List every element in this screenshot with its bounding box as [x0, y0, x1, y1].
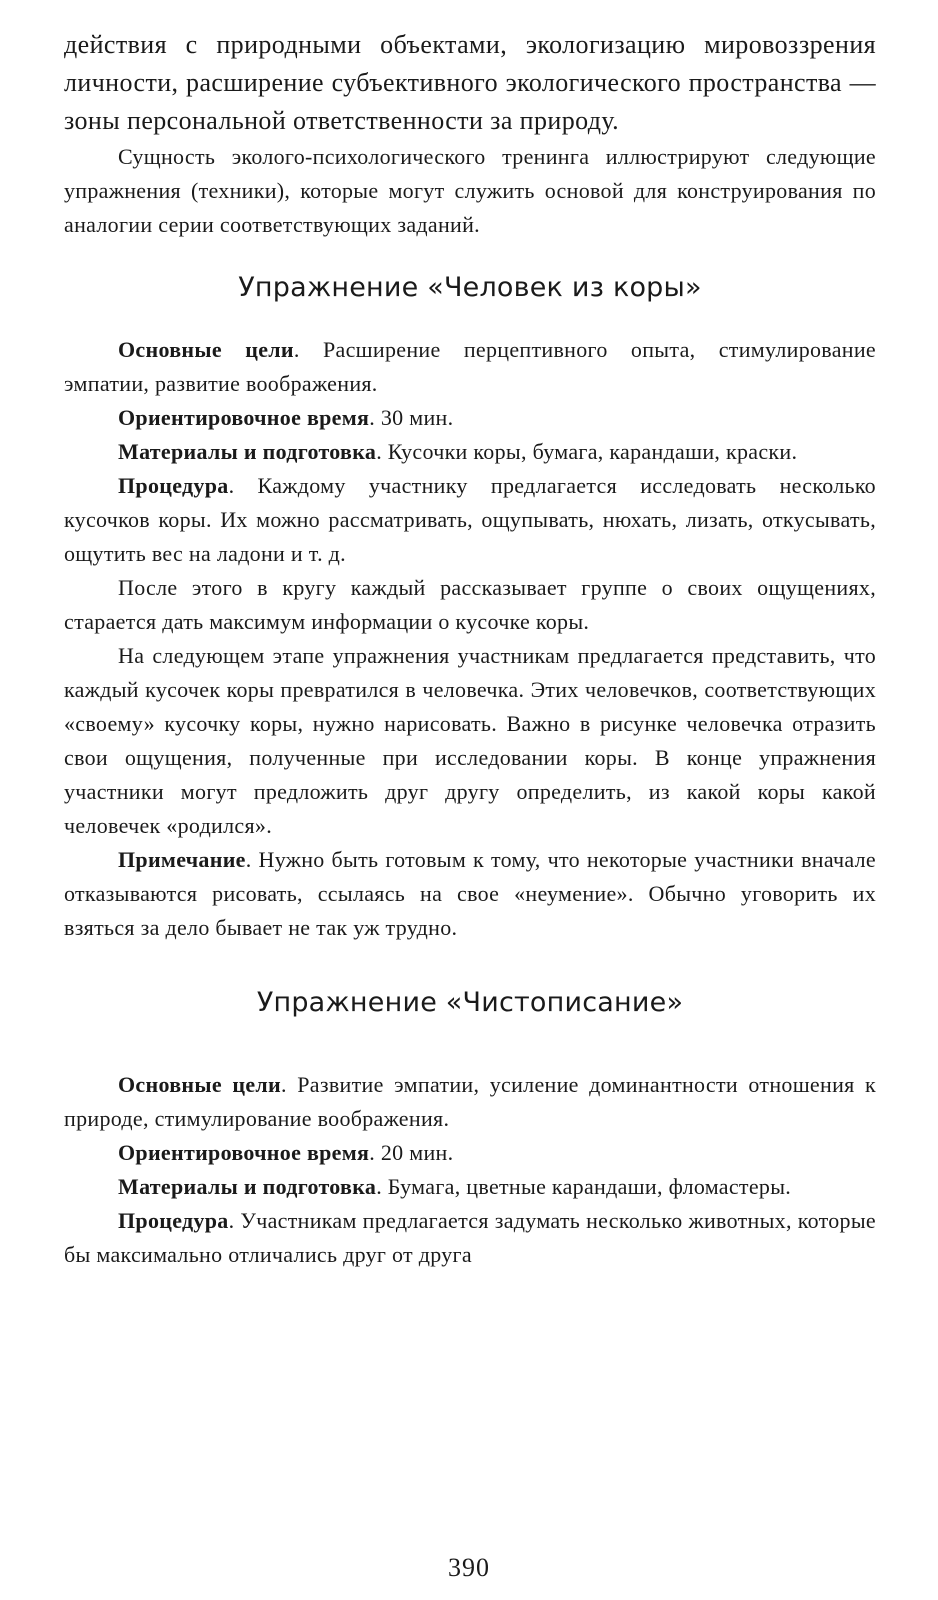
exercise1-goals	[64, 333, 876, 401]
exercise2-goals-label: Основные цели	[118, 1072, 282, 1097]
exercise1-time-text: . 30 мин.	[369, 405, 454, 430]
exercise1-time	[64, 401, 876, 435]
exercise1-procedure-text: . Каждому участнику предлагается исследовать несколько кусочков коры. Их можно рассматривать, ощупывать, нюхать, лизать, откусывать, ощутить вес на ладони и т. д.	[64, 473, 876, 566]
exercise1-materials-label: Материалы и подготовка	[118, 439, 377, 464]
exercise1-note-text: . Нужно быть готовым к тому, что некоторые участники вначале отказываются рисовать, ссылаясь на свое «неумение». Обычно уговорить их взяться за дело бывает не так уж трудно.	[64, 847, 876, 940]
exercise2-procedure	[64, 1204, 876, 1272]
exercise2-goals	[64, 1068, 876, 1136]
exercise1-paragraph-next: На следующем этапе упражнения участникам предлагается представить, что каждый кусочек коры превратился в человечка. Этих человечков, соответствующих «своему» кусочку коры, нужно нарисовать. Важно в рисунке человечка отразить свои ощущения, полученные при исследовании коры. В конце упражнения участники могут предложить друг другу определить, из какой коры какой человечек «родился».	[64, 643, 876, 838]
exercise2-materials-label: Материалы и подготовка	[118, 1174, 377, 1199]
exercise2-time	[64, 1136, 876, 1170]
exercise1-procedure-label: Процедура	[118, 473, 229, 498]
exercise2-title: Упражнение «Чистописание»	[256, 987, 684, 1018]
exercise1-note-label: Примечание	[118, 847, 246, 872]
exercise1-materials-text: . Кусочки коры, бумага, карандаши, краски.	[376, 439, 798, 464]
exercise2-materials-text: . Бумага, цветные карандаши, фломастеры.	[376, 1174, 792, 1199]
intro-paragraph: действия с природными объектами, экологизацию мировоззрения личности, расширение субъективного экологического пространства — зоны персональной ответственности за природу.	[64, 30, 876, 135]
book-page	[64, 26, 876, 1272]
lead-paragraph: Сущность эколого-психологического тренинга иллюстрируют следующие упражнения (техники), которые могут служить основой для конструирования по аналогии серии соответствующих заданий.	[64, 144, 876, 237]
exercise1-title: Упражнение «Человек из коры»	[238, 272, 702, 303]
exercise1-goals-label: Основные цели	[118, 337, 294, 362]
exercise2-goals-text: . Развитие эмпатии, усиление доминантности отношения к природе, стимулирование воображения.	[64, 1072, 876, 1131]
exercise1-time-label: Ориентировочное время	[118, 405, 370, 430]
exercise2-time-label: Ориентировочное время	[118, 1140, 370, 1165]
exercise1-procedure	[64, 469, 876, 571]
exercise2-materials	[64, 1170, 876, 1204]
exercise1-note	[64, 843, 876, 945]
exercise2-procedure-label: Процедура	[118, 1208, 229, 1233]
exercise1-materials	[64, 435, 876, 469]
exercise2-procedure-text: . Участникам предлагается задумать несколько животных, которые бы максимально отличались друг от друга	[64, 1208, 876, 1267]
exercise1-goals-text: . Расширение перцептивного опыта, стимулирование эмпатии, развитие воображения.	[64, 337, 876, 396]
exercise1-paragraph-after: После этого в кругу каждый рассказывает группе о своих ощущениях, старается дать максимум информации о кусочке коры.	[64, 575, 876, 634]
page-number: 390	[448, 1553, 490, 1582]
exercise2-time-text: . 20 мин.	[369, 1140, 454, 1165]
